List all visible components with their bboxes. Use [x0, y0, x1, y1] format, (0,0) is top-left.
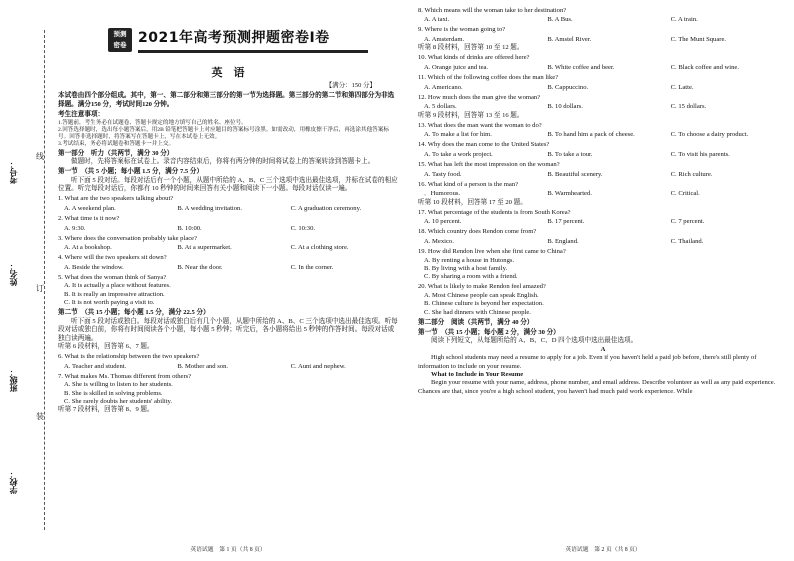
option-c: C. Rich culture. [670, 170, 713, 178]
question-17: 17. What percentage of the students is from South Korea? [418, 208, 571, 216]
question-4: 4. Where will the two speakers sit down? [58, 254, 167, 262]
dialogue-8-note: 听第 8 段材料，回答第 10 至 12 题。 [418, 44, 524, 52]
option-c: C. She had dinners with Chinese people. [424, 308, 531, 316]
option-c: C. Thailand. [670, 238, 704, 246]
question-13-options [418, 131, 788, 139]
option-b: B. By living with a host family. [424, 265, 508, 272]
subject-title: 英 语 [211, 66, 245, 79]
option-a: ．Humorous. [424, 190, 461, 198]
part2-section1-instructions: 阅读下列短文，从每题所给的 A、B、C、D 四个选项中选出最佳选项。 [431, 337, 638, 345]
option-a: A. Amsterdam. [424, 35, 465, 43]
option-c: C. Aunt and nephew. [290, 362, 346, 370]
option-b: B. White coffee and beer. [547, 63, 615, 71]
option-a: A. A weekend plan. [64, 204, 116, 212]
option-b: B. Near the door. [177, 263, 223, 271]
question-16-options [418, 190, 788, 198]
dialogue-10-note: 听第 10 段材料，回答第 17 至 20 题。 [418, 198, 527, 206]
option-c: C. A graduation ceremony. [290, 204, 362, 212]
question-1-options [58, 205, 398, 213]
option-a: A. Tasty food. [424, 170, 462, 178]
option-a: A. Americano. [424, 83, 463, 91]
option-b: B. To hand him a pack of cheese. [547, 131, 635, 139]
question-9: 9. Where is the woman going to? [418, 26, 506, 34]
option-b: B. England. [547, 238, 579, 246]
option-c: C. It is not worth paying a visit to. [64, 299, 155, 307]
binding-gutter [0, 0, 58, 561]
page-1 [58, 0, 398, 561]
option-b: B. She is skilled in solving problems. [64, 389, 163, 397]
option-c: C. Black coffee and wine. [670, 63, 740, 71]
section2-heading: 第二节 （共 15 小题；每小题 1.5 分，满分 22.5 分） [58, 309, 210, 317]
question-1: 1. What are the two speakers talking about? [58, 195, 174, 203]
passage-label: A [600, 345, 606, 353]
question-2: 2. What time is it now? [58, 214, 120, 222]
option-c: C. A train. [670, 16, 698, 24]
dialogue-7-note: 听第 7 段材料，回答第 8、9 题。 [58, 406, 154, 414]
class-label: 班级： [9, 368, 18, 392]
option-a: A. Mexico. [424, 238, 454, 246]
name-label: 姓名： [9, 262, 18, 286]
option-b: B. At a supermarket. [177, 244, 232, 252]
question-7: 7. What makes Ms. Thomas different from others? [58, 372, 192, 380]
option-a: A. It is actually a place without features. [64, 282, 171, 290]
question-11: 11. Which of the following coffee does the man like? [418, 74, 559, 81]
option-c: C. To choose a dairy product. [670, 131, 749, 139]
gutter-mark-ding: 订 [36, 284, 44, 293]
question-14: 14. Why does the man come to the United States? [418, 141, 550, 149]
title-underline [138, 50, 368, 53]
part2-heading: 第二部分 阅读（共两节，满分 40 分） [418, 318, 534, 326]
question-10: 10. What kinds of drinks are offered here? [418, 54, 530, 62]
option-b: B. A Bus. [547, 16, 573, 24]
option-a: A. 10 percent. [424, 218, 462, 226]
option-c: C. In the corner. [290, 263, 334, 271]
note-1: 1.答题前，考生务必在试题卷、答题卡规定的地方填写自己的姓名、座位号。 [58, 119, 247, 126]
school-label: 学校： [9, 470, 18, 494]
option-c: C. The Munt Square. [670, 35, 727, 43]
option-b: B. 10:00. [177, 224, 202, 232]
intro-text: 本试卷由四个部分组成。其中，第一、第二部分和第三部分的第一节为选择题。第三部分的第二节和第四部分为非选择题。满分150 分，考试时间120 分钟。 [58, 92, 395, 108]
question-11-options [418, 84, 788, 92]
option-c: C. She rarely doubts her students' ability. [64, 398, 173, 406]
section2-instructions: 听下面 5 段对话或独白。每段对话或独白后有几个小题，从题中所给的 A、B、C 三个选项中选出最佳选项。听每段对话或独白前，你将有时间阅读各个小题，每小题 5 秒钟；听完后，各小题将给出 5 秒钟的作答时间。每段对话或独白读两遍。 [58, 317, 398, 342]
note-2: 2.回答选择题时，选出每小题答案后，用2B 铅笔把答题卡上对应题目的答案标号涂黑。如需改动，用橡皮擦干净后，再选涂其他答案标号。回答非选择题时，将答案写在答题卡上，写在本试卷上无效。 [58, 126, 389, 141]
option-a: A. She is willing to listen to her students. [64, 381, 173, 389]
section1-instructions: 听下面 5 段对话。每段对话后有一个小题，从题中所给的 A、B、C 三个选项中选出最佳选项，并标在试卷的相应位置。听完每段对话后，你都有 10 秒钟的时间来回答有关小题和阅读下一小题。每段对话仅读一遍。 [58, 176, 398, 193]
question-3-options [58, 244, 398, 252]
question-8: 8. Which means will the woman take to her destination? [418, 6, 567, 14]
option-c: C. 15 dollars. [670, 103, 707, 111]
option-b: B. Beautiful scenery. [547, 170, 603, 178]
page-1-footer: 英语试题 第 1 页（共 8 页） [190, 546, 266, 553]
question-17-options [418, 218, 788, 226]
gutter-mark-xian: 线 [36, 152, 44, 161]
question-3: 3. Where does the conversation probably take place? [58, 234, 198, 242]
section1-heading: 第一节 （共 5 小题；每小题 1.5 分，满分 7.5 分） [58, 168, 204, 176]
question-13: 13. What does the man want the woman to do? [418, 121, 542, 129]
question-12: 12. How much does the man give the woman? [418, 93, 541, 101]
passage-paragraph-1: High school students may need a resume to apply for a job. Even if you haven't held a paid job before, there's still plenty of information to include on your resume. [418, 354, 757, 370]
note-3: 3.考试结束，务必将试题卷和答题卡一并上交。 [58, 141, 175, 148]
option-a: A. By renting a house in Hutongs. [424, 256, 515, 264]
part2-section1-heading: 第一节 （共 15 小题；每小题 2 分，满分 30 分） [418, 328, 560, 336]
option-c: C. Critical. [670, 190, 700, 198]
option-c: C. By sharing a room with a friend. [424, 273, 518, 281]
option-c: C. 7 percent. [670, 218, 705, 226]
option-a: A. A taxi. [424, 16, 450, 24]
passage-paragraph-2: Begin your resume with your name, address, phone number, and email address. Describe volunteer as well as any paid experience. Chances are that, since you're a high school student, you haven't had much paid work experience. While [418, 379, 776, 395]
question-15-options [418, 171, 788, 179]
option-b: B. A wedding invitation. [177, 204, 242, 212]
option-c: C. To visit his parents. [670, 151, 730, 159]
option-a: A. To make a list for him. [424, 131, 492, 139]
option-b: B. Cappuccino. [547, 83, 589, 91]
page-2-footer: 英语试题 第 2 页（共 8 页） [565, 546, 641, 553]
gutter-mark-zhuang: 装 [36, 412, 44, 421]
question-8-options [418, 16, 788, 24]
question-12-options [418, 103, 788, 111]
option-b: B. To take a tour. [547, 151, 593, 159]
passage-subheading: What to Include in Your Resume [431, 371, 524, 379]
option-a: A. 5 dollars. [424, 103, 457, 111]
page-2 [418, 0, 788, 561]
option-a: A. Orange juice and tea. [424, 63, 489, 71]
option-a: A. 9:30. [64, 224, 86, 232]
question-2-options [58, 225, 398, 233]
question-14-options [418, 151, 788, 159]
prediction-logo: 预测 密卷 [108, 28, 132, 52]
question-6-options [58, 363, 398, 371]
part1-instructions: 做题时，先将答案标在试卷上。录音内容结束后，你将有两分钟的时间将试卷上的答案转涂到答题卡上。 [71, 158, 375, 166]
question-20: 20. What is likely to make Rendon feel amazed? [418, 283, 546, 291]
option-b: B. Chinese culture is beyond her expectation. [424, 300, 544, 308]
dialogue-9-note: 听第 9 段材料，回答第 13 至 16 题。 [418, 111, 524, 119]
question-4-options [58, 264, 398, 272]
option-a: A. At a bookshop. [64, 244, 112, 252]
question-10-options [418, 64, 788, 72]
option-a: A. Most Chinese people can speak English. [424, 291, 539, 299]
dialogue-6-note: 听第 6 段材料，回答第 6、7 题。 [58, 343, 154, 351]
option-a: A. To take a work project. [424, 151, 493, 159]
option-a: A. Teacher and student. [64, 362, 127, 370]
question-5: 5. What does the woman think of Sanya? [58, 273, 167, 281]
notes-heading: 考生注意事项： [58, 111, 105, 119]
exam-header [58, 0, 398, 49]
option-b: B. Mother and son. [177, 362, 229, 370]
exam-number-label: 考号： [9, 160, 18, 184]
option-b: B. 17 percent. [547, 218, 585, 226]
question-18: 18. Which country does Rendon come from? [418, 228, 537, 236]
option-c: C. At a clothing store. [290, 244, 349, 252]
exam-title: 2021年高考预测押题密卷Ⅰ卷 [138, 30, 330, 46]
option-b: B. Warmhearted. [547, 190, 592, 198]
option-c: C. 10:30. [290, 224, 316, 232]
question-16: 16. What kind of a person is the man? [418, 180, 519, 188]
question-6: 6. What is the relationship between the two speakers? [58, 353, 200, 361]
total-score: 【满分：150 分】 [325, 82, 376, 90]
option-b: B. It is really an impressive attraction. [64, 290, 165, 298]
question-18-options [418, 238, 788, 246]
option-a: A. Beside the window. [64, 263, 124, 271]
question-15: 15. What has left the most impression on the woman? [418, 161, 560, 169]
option-b: B. 10 dollars. [547, 103, 583, 111]
option-b: B. Amstel River. [547, 35, 592, 43]
question-19: 19. How did Rendon live when she first came to China? [418, 248, 566, 256]
cut-line [44, 30, 45, 530]
part1-heading: 第一部分 听力（共两节，满分 30 分） [58, 149, 174, 157]
option-c: C. Latte. [670, 83, 694, 91]
